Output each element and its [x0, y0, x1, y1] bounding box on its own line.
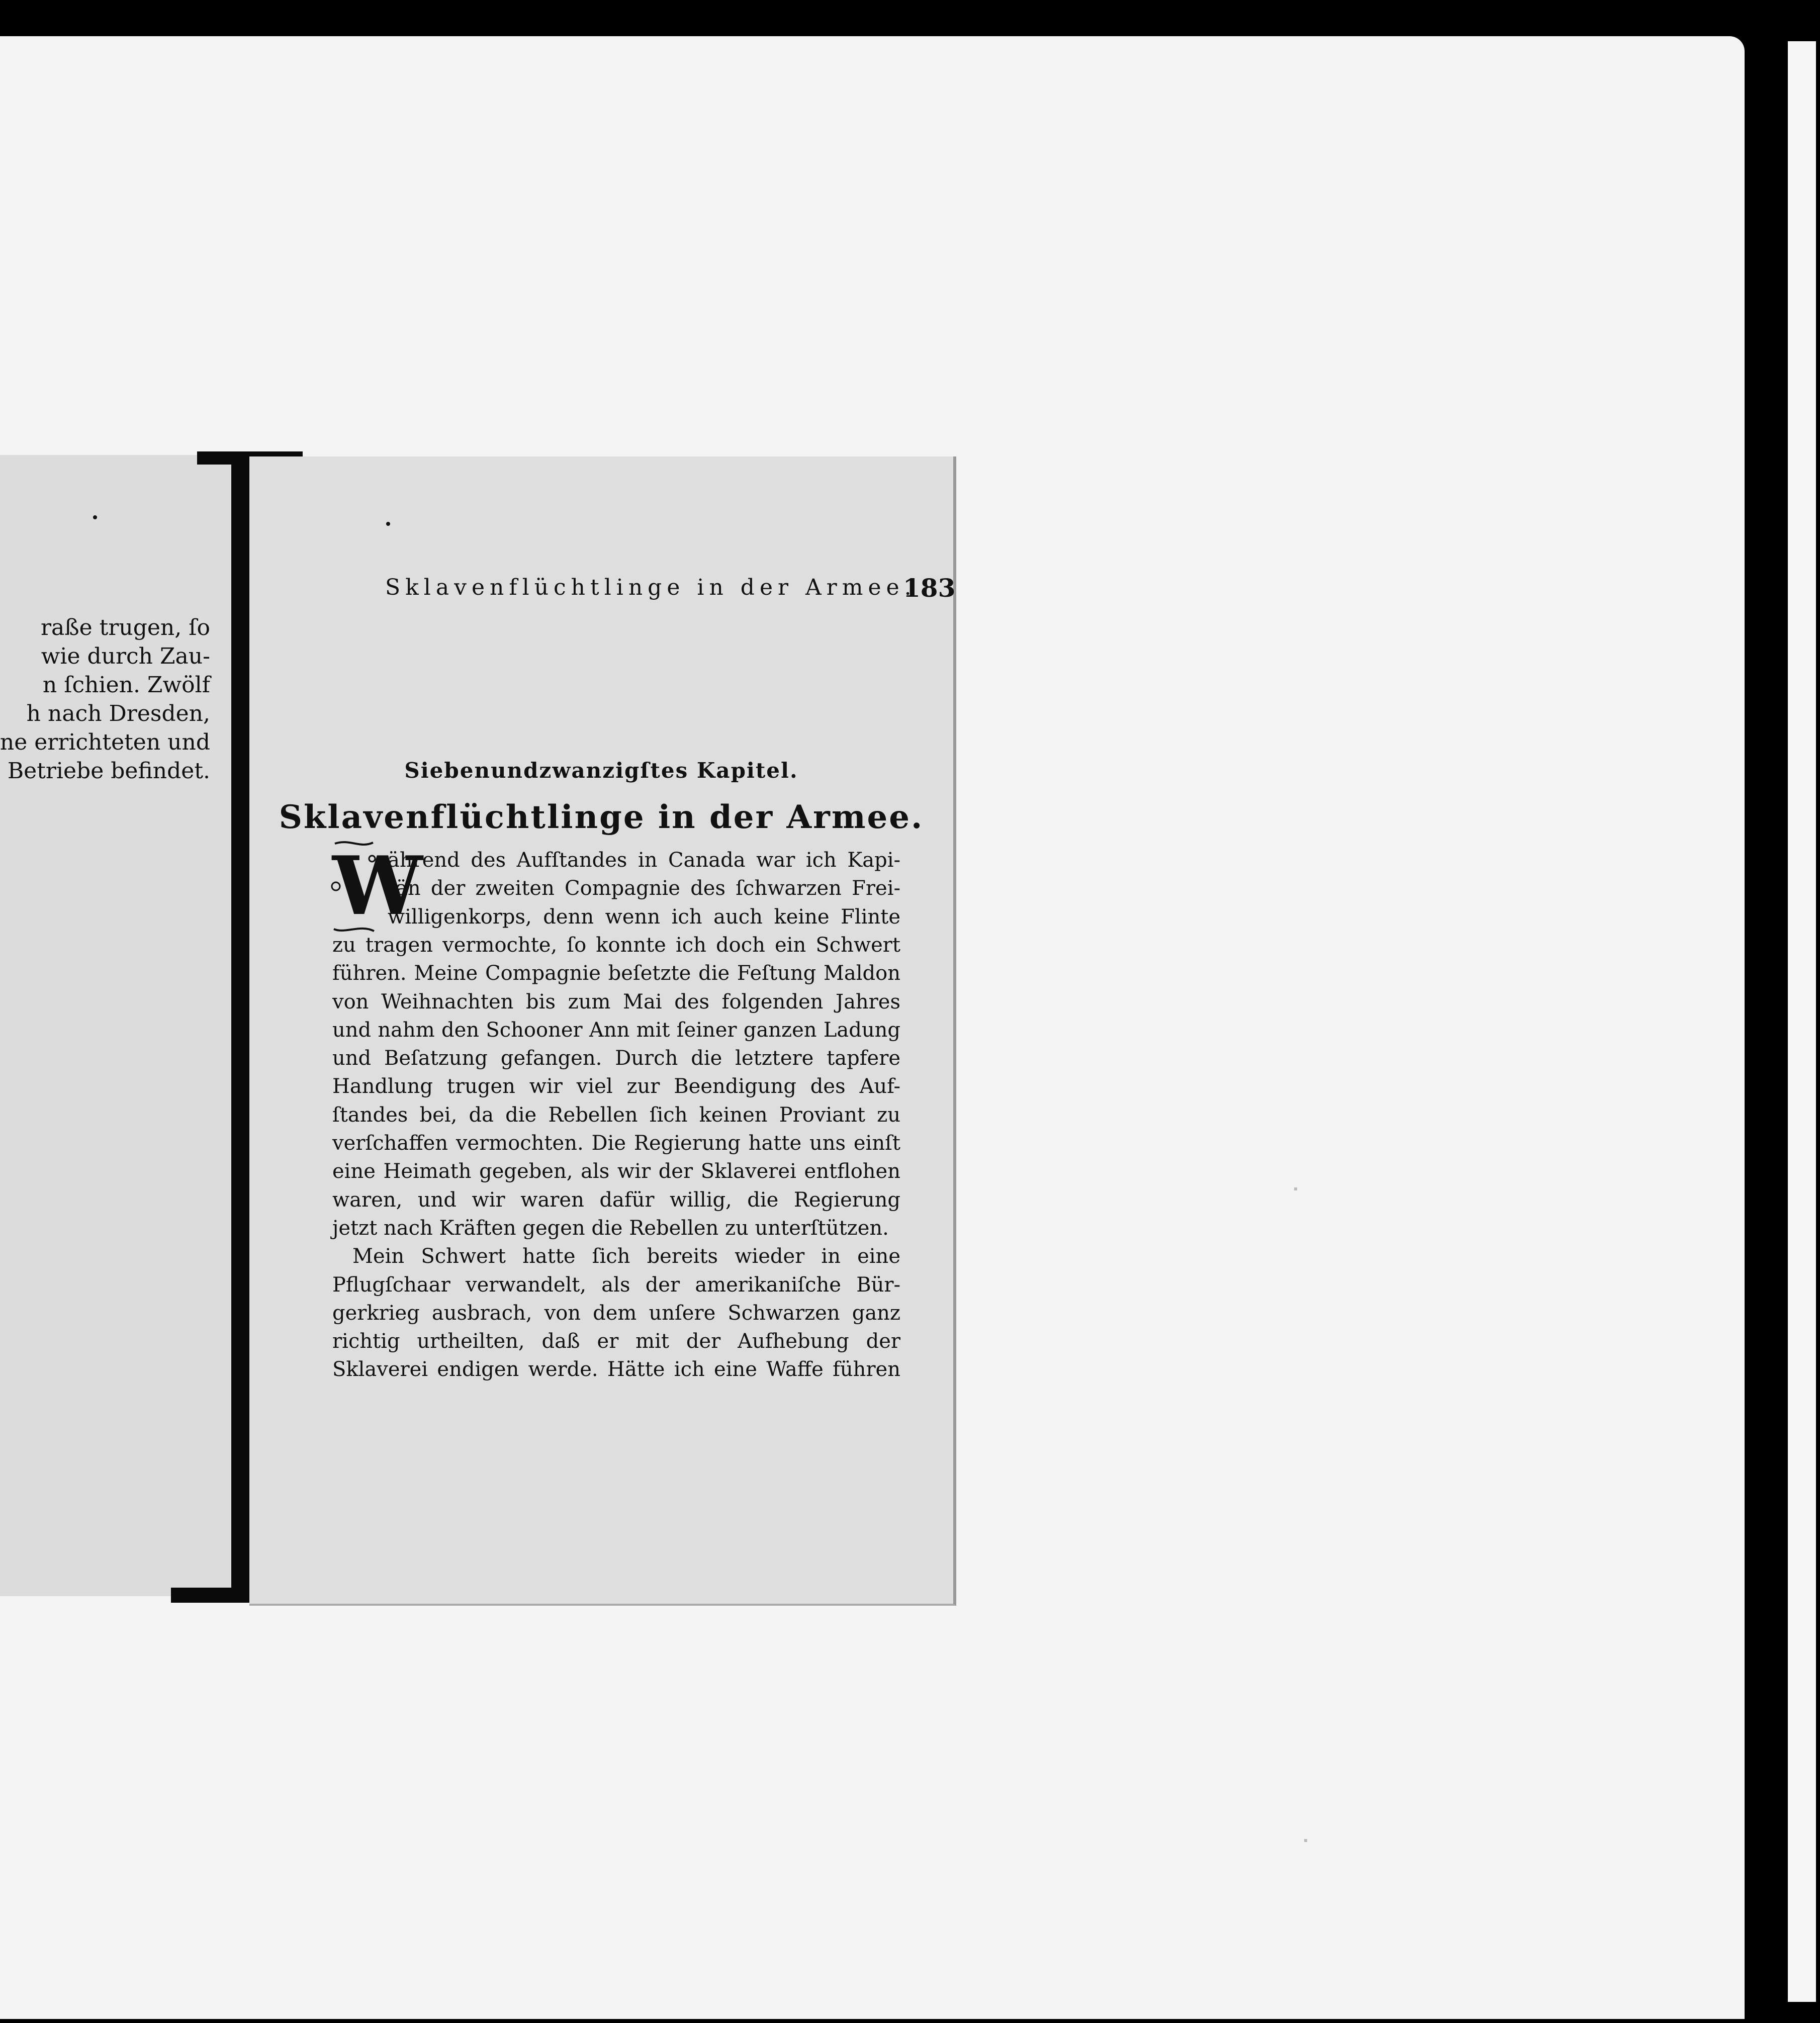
- ink-dot: [93, 515, 97, 519]
- left-page-line: raße trugen, ſo: [40, 615, 210, 640]
- chapter-title: Sklavenflüchtlinge in der Armee.: [279, 798, 924, 836]
- body-line: und nahm den Schooner Ann mit ſeiner ganzen Ladung: [332, 1018, 900, 1042]
- body-line: und Beſatzung gefangen. Durch die letztere tapfere: [332, 1047, 900, 1070]
- ink-dot: [386, 522, 390, 526]
- adjacent-sheet-edge: [1788, 41, 1816, 2002]
- left-page-line: ne errichteten und: [0, 729, 210, 755]
- body-line: ährend des Aufſtandes in Canada war ich Kapi-: [388, 849, 900, 872]
- body-line: willigenkorps, denn wenn ich auch keine Flinte: [388, 905, 900, 929]
- body-line: richtig urtheilten, daß er mit der Aufhebung der: [332, 1330, 900, 1353]
- body-line: eine Heimath gegeben, als wir der Sklaverei entflohen: [332, 1160, 900, 1183]
- page-number: 183: [903, 573, 956, 603]
- body-line: verſchaffen vermochten. Die Regierung hatte uns einſt: [332, 1132, 900, 1155]
- left-page: [0, 455, 237, 1596]
- body-line: jetzt nach Kräften gegen die Rebellen zu unterſtützen.: [332, 1216, 889, 1240]
- right-page: [249, 456, 956, 1606]
- body-line: Sklaverei endigen werde. Hätte ich eine Waffe führen: [332, 1358, 900, 1382]
- chapter-label: Siebenundzwanzigſtes Kapitel.: [404, 758, 798, 783]
- body-line: ſtandes bei, da die Rebellen ſich keinen Proviant zu: [332, 1103, 900, 1127]
- left-page-line: h nach Dresden,: [26, 701, 210, 726]
- left-page-line: Betriebe befindet.: [7, 758, 210, 784]
- scan-speck: [1294, 1187, 1297, 1190]
- body-line: gerkrieg ausbrach, von dem unſere Schwarzen ganz: [332, 1301, 900, 1325]
- body-line: tän der zweiten Compagnie des ſchwarzen Frei-: [388, 877, 900, 900]
- body-line: Handlung trugen wir viel zur Beendigung des Auf-: [332, 1075, 900, 1098]
- body-line: zu tragen vermochte, ſo konnte ich doch ein Schwert: [332, 933, 900, 957]
- body-line: führen. Meine Compagnie beſetzte die Feſtung Maldon: [332, 962, 900, 985]
- left-page-line: n ſchien. Zwölf: [42, 672, 210, 698]
- body-line: Pflugſchaar verwandelt, als der amerikaniſche Bür-: [332, 1273, 900, 1297]
- body-line: waren, und wir waren dafür willig, die Regierung: [332, 1188, 900, 1212]
- running-head: Sklavenflüchtlinge in der Armee.: [385, 575, 917, 600]
- body-line: Mein Schwert hatte ſich bereits wieder in eine: [352, 1245, 900, 1268]
- body-line: von Weihnachten bis zum Mai des folgenden Jahres: [332, 990, 900, 1014]
- drop-cap: W: [332, 839, 423, 933]
- book-gutter: [231, 455, 249, 1596]
- left-page-line: wie durch Zau-: [41, 643, 210, 669]
- scan-speck: [1304, 1839, 1307, 1842]
